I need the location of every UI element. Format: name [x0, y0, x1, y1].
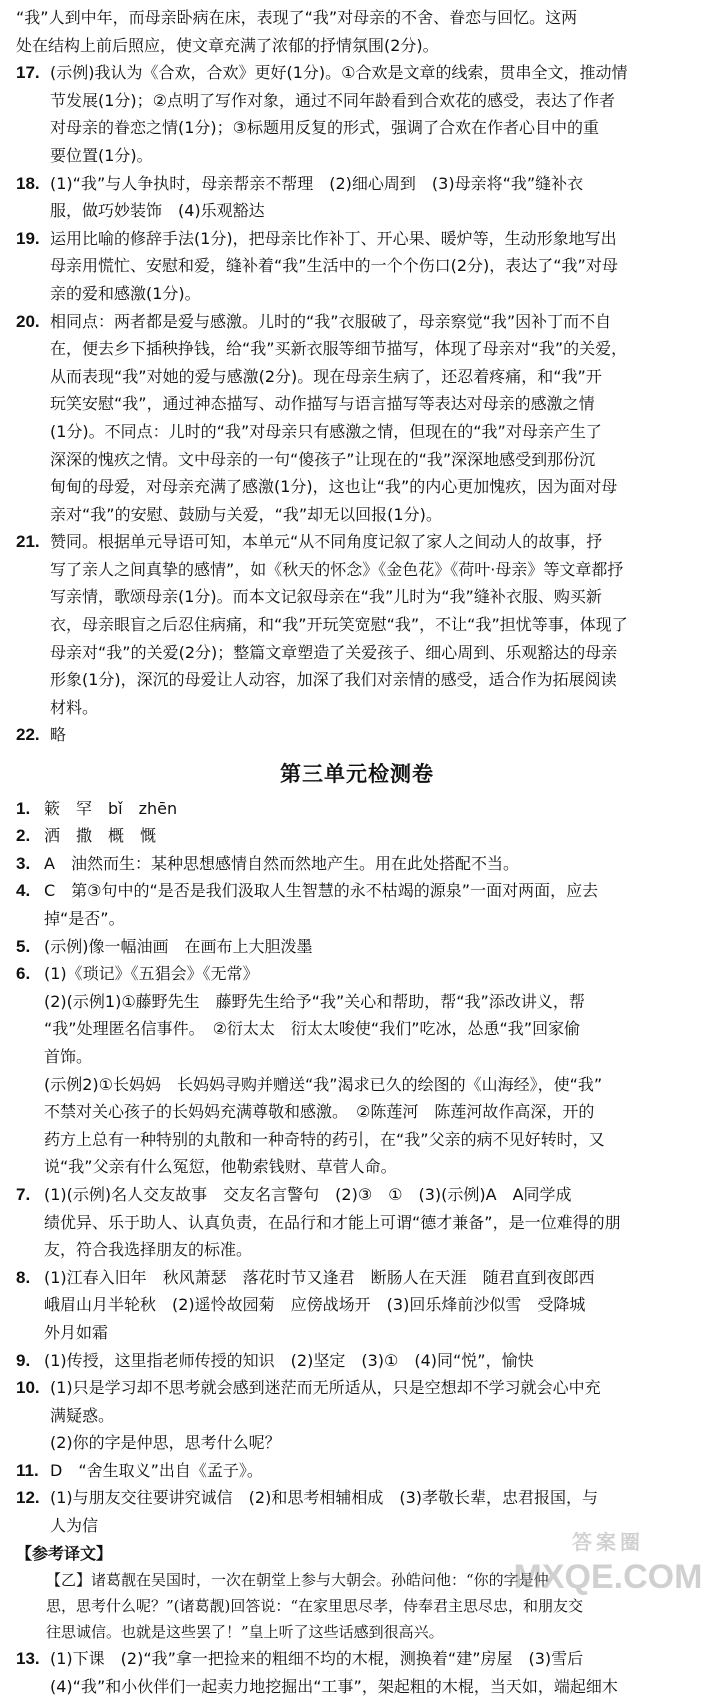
answer-item [16, 59, 698, 169]
item-number: 6. [16, 964, 31, 984]
text-line: 处在结构上前后照应，使文章充满了浓郁的抒情氛围(2分)。 [16, 35, 439, 55]
answer-item [16, 1374, 698, 1457]
text-line: 运用比喻的修辞手法(1分)，把母亲比作补丁、开心果、暖炉等，生动形象地写出 [50, 228, 617, 248]
item-number: 7. [16, 1184, 31, 1204]
text-line: 母亲用慌忙、安慰和爱，缝补着“我”生活中的一个个伤口(2分)，表达了“我”对母 [50, 256, 618, 276]
text-line: 掉“是否”。 [44, 909, 125, 928]
text-line: 略 [50, 725, 67, 745]
text-line: (2)你的字是仲思，思考什么呢？ [50, 1433, 281, 1453]
answer-item [16, 960, 698, 1181]
answer-item [16, 528, 698, 721]
item-number: 10. [16, 1378, 40, 1398]
text-line: (1)下课 (2)“我”拿一把捡来的粗细不均的木棍，测换着“建”房屋 (3)雪后 [50, 1649, 584, 1669]
answer-item [16, 850, 698, 878]
text-line: (1)《琐记》《五猖会》《无常》 [44, 964, 259, 984]
text-line: (示例)我认为《合欢，合欢》更好(1分)。①合欢是文章的线索，贯串全文，推动情 [50, 63, 628, 83]
answer-item [16, 1645, 698, 1700]
item-number: 2. [16, 826, 31, 846]
text-line: 簌 罕 bǐ zhēn [44, 798, 178, 818]
text-line: 不禁对关心孩子的长妈妈充满尊敬和感激。 ②陈莲河 陈莲河故作高深，开的 [44, 1102, 595, 1122]
text-line: 对母亲的眷恋之情(1分)；③标题用反复的形式，强调了合欢在作者心目中的重 [50, 118, 600, 138]
item-number: 1. [16, 798, 31, 818]
item-number: 22. [16, 725, 40, 745]
text-line: 峨眉山月半轮秋 (2)遥怜故园菊 应傍战场开 (3)回乐烽前沙似雪 受降城 [44, 1295, 586, 1315]
text-line: 友，符合我选择朋友的标准。 [44, 1240, 253, 1260]
text-line: (1分)。不同点：儿时的“我”对母亲只有感激之情，但现在的“我”对母亲产生了 [50, 421, 602, 441]
answer-item [16, 721, 698, 749]
answer-item [16, 1457, 698, 1485]
text-line: 要位置(1分)。 [50, 145, 153, 165]
reference-translation [16, 1540, 698, 1646]
item-number: 12. [16, 1488, 40, 1508]
text-line: 相同点：两者都是爱与感激。儿时的“我”衣服破了，母亲察觉“我”因补丁而不自 [50, 311, 612, 331]
watermark-top-text: 答案圈 [572, 1532, 644, 1554]
text-line: 满疑惑。 [50, 1405, 115, 1425]
text-line: (1)(示例)名人交友故事 交友名言警句 (2)③ ① (3)(示例)A A同学成 [44, 1184, 572, 1204]
text-line: (1)与朋友交往要讲究诚信 (2)和思考相辅相成 (3)孝敬长辈，忠君报国，与 [50, 1488, 598, 1508]
watermark-bottom-text: MXQE.COM [513, 1558, 703, 1596]
top-paragraph [16, 4, 698, 59]
text-line: (1)只是学习却不思考就会感到迷茫而无所适从，只是空想却不学习就会心中充 [50, 1378, 601, 1398]
text-line: 服，做巧妙装饰 (4)乐观豁达 [50, 201, 265, 221]
answer-item [16, 1484, 698, 1539]
text-line: (示例)像一幅油画 在画布上大胆泼墨 [44, 936, 313, 956]
text-line: C 第③句中的“是否是我们汲取人生智慧的永不枯竭的源泉”一面对两面，应去 [44, 881, 599, 901]
text-line: 思，思考什么呢？”(诸葛靓)回答说：“在家里思尽孝，侍奉君主思尽忠，和朋友交 [46, 1597, 584, 1616]
items-section-a [16, 59, 698, 749]
text-line: 说“我”父亲有什么冤愆，他勒索钱财、草菅人命。 [44, 1157, 397, 1177]
item-number: 11. [16, 1460, 39, 1480]
text-line: 衣，母亲眼盲之后忍住病痛，和“我”开玩笑宽慰“我”，不让“我”担忧等事，体现了 [50, 615, 628, 635]
text-line: 往思诚信。也就是这些罢了！”皇上听了这些话感到很高兴。 [46, 1623, 444, 1642]
item-number: 20. [16, 311, 40, 331]
text-line: 形象(1分)，深沉的母爱让人动容，加深了我们对亲情的感受，适合作为拓展阅读 [50, 670, 617, 690]
item-number: 3. [16, 853, 31, 873]
text-line: D “舍生取义”出自《孟子》。 [50, 1460, 263, 1480]
text-line: 洒 撒 概 慨 [44, 826, 157, 846]
answer-item [16, 877, 698, 932]
text-line: 亲对“我”的安慰、鼓励与关爱，“我”却无以回报(1分)。 [50, 504, 442, 524]
text-line: A 油然而生：某种思想感情自然而然地产生。用在此处搭配不当。 [44, 853, 519, 873]
answer-item [16, 225, 698, 308]
text-line: 母亲对“我”的关爱(2分)；整篇文章塑造了关爱孩子、细心周到、乐观豁达的母亲 [50, 642, 618, 662]
text-line: 节发展(1分)；②点明了写作对象，通过不同年龄看到合欢花的感受，表达了作者 [50, 90, 616, 110]
item-number: 21. [16, 532, 40, 552]
item-number: 13. [16, 1649, 40, 1669]
item-13 [16, 1645, 698, 1700]
text-line: 首饰。 [44, 1046, 93, 1066]
text-line: 外月如霜 [44, 1322, 109, 1342]
answer-item [16, 1264, 698, 1347]
text-line: 亲的爱和感激(1分)。 [50, 283, 201, 303]
text-line: 深深的愧疚之情。文中母亲的一句“傻孩子”让现在的“我”深深地感受到那份沉 [50, 449, 596, 469]
text-line: 写亲情，歌颂母亲(1分)。而本文记叙母亲在“我”儿时为“我”缝补衣服、购买新 [50, 587, 602, 607]
text-line: 材料。 [50, 697, 99, 717]
text-line: 玩笑安慰“我”，通过神态描写、动作描写与语言描写等表达对母亲的感激之情 [50, 394, 595, 414]
text-line: (2)(示例1)①藤野先生 藤野先生给予“我”关心和帮助，帮“我”添改讲义，帮 [44, 991, 585, 1011]
text-line: (1)“我”与人争执时，母亲帮亲不帮理 (2)细心周到 (3)母亲将“我”缝补衣 [50, 173, 584, 193]
text-line: 药方上总有一种特别的丸散和一种奇特的药引，在“我”父亲的病不见好转时，又 [44, 1129, 605, 1149]
items-section-b [16, 795, 698, 1540]
item-number: 19. [16, 228, 40, 248]
text-line: 甸甸的母爱，对母亲充满了感激(1分)，这也让“我”的内心更加愧疚，因为面对母 [50, 477, 618, 497]
item-number: 9. [16, 1350, 31, 1370]
item-number: 18. [16, 173, 40, 193]
answer-item [16, 308, 698, 529]
item-number: 8. [16, 1267, 31, 1287]
answer-item [16, 795, 698, 823]
answer-item [16, 1347, 698, 1375]
text-line: (1)江春入旧年 秋风萧瑟 落花时节又逢君 断肠人在天涯 随君直到夜郎西 [44, 1267, 595, 1287]
item-number: 4. [16, 881, 31, 901]
text-line: 人为信 [50, 1516, 99, 1536]
answer-item [16, 1181, 698, 1264]
text-line: 赞同。根据单元导语可知，本单元“从不同角度记叙了家人之间动人的故事，抒 [50, 532, 603, 552]
reference-heading: 【参考译文】 [16, 1543, 113, 1563]
text-line: “我”人到中年，而母亲卧病在床，表现了“我”对母亲的不舍、眷恋与回忆。这两 [16, 8, 578, 27]
text-line: 【乙】诸葛靓在吴国时，一次在朝堂上参与大朝会。孙皓问他：“你的字是仲 [46, 1571, 549, 1590]
text-line: (1)传授，这里指老师传授的知识 (2)坚定 (3)① (4)同“悦”，愉快 [44, 1350, 534, 1370]
text-line: (示例2)①长妈妈 长妈妈寻购并赠送“我”渴求已久的绘图的《山海经》，使“我” [44, 1074, 603, 1094]
text-line: 写了亲人之间真挚的感情”，如《秋天的怀念》《金色花》《荷叶·母亲》等文章都抒 [50, 559, 624, 579]
item-number: 5. [16, 936, 31, 956]
text-line: “我”处理匿名信事件。 ②衍太太 衍太太唆使“我们”吃冰，怂恿“我”回家偷 [44, 1019, 581, 1039]
text-line: 在，便去乡下插秧挣钱，给“我”买新衣服等细节描写，体现了母亲对“我”的关爱， [50, 339, 628, 359]
answer-item [16, 170, 698, 225]
answer-item [16, 822, 698, 850]
text-line: (4)“我”和小伙伴们一起卖力地挖掘出“工事”，架起粗的木棍，当天如，端起细木 [50, 1676, 618, 1696]
item-number: 17. [16, 63, 40, 83]
text-line: 绩优异、乐于助人、认真负责，在品行和才能上可谓“德才兼备”，是一位难得的朋 [44, 1212, 621, 1232]
section-title: 第三单元检测卷 [280, 763, 434, 787]
answer-item [16, 933, 698, 961]
text-line: 从而表现“我”对她的爱与感激(2分)。现在母亲生病了，还忍着疼痛，和“我”开 [50, 366, 602, 386]
